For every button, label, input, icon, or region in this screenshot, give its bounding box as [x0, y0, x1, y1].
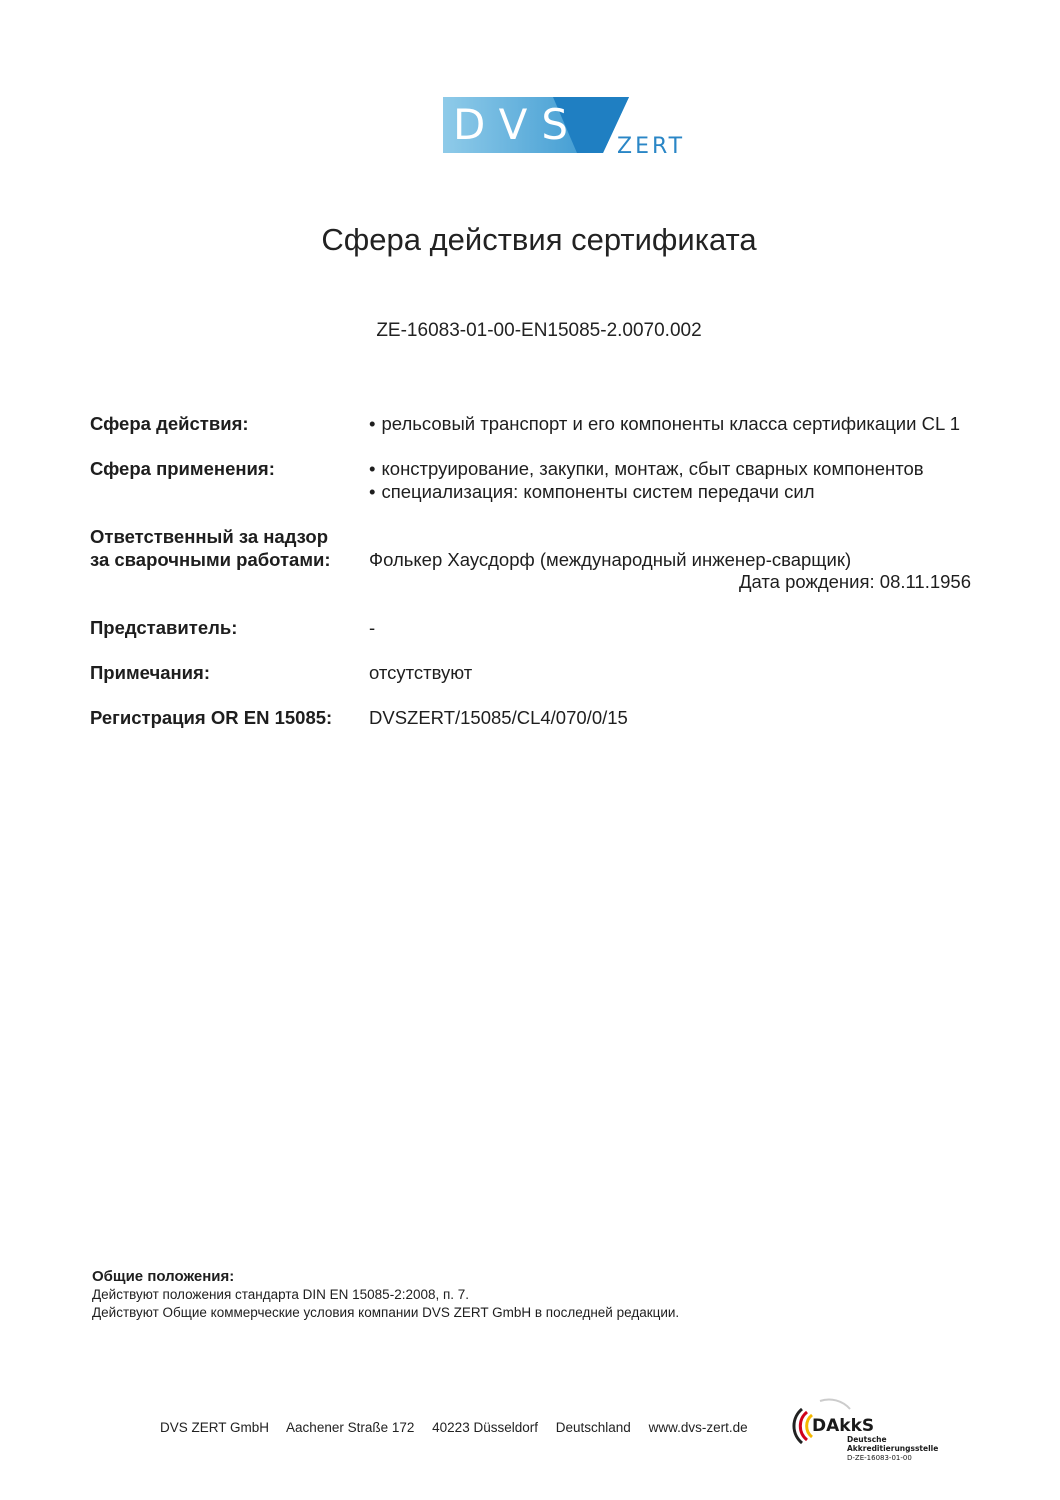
general-provisions [92, 1268, 679, 1322]
scope-item: • рельсовый транспорт и его компоненты класса сертификации CL 1 [369, 412, 960, 435]
certificate-number: ZE-16083-01-00-EN15085-2.0070.002 [376, 320, 702, 341]
application-label: Сфера применения: [90, 458, 275, 479]
supervisor-label-line2: за сварочными работами: [90, 549, 331, 570]
remarks-value: отсутствуют [369, 662, 473, 683]
general-heading: Общие положения: [92, 1268, 235, 1285]
footer-country: Deutschland [555, 1420, 631, 1435]
page-title: Сфера действия сертификата [321, 222, 757, 257]
application-item: • специализация: компоненты систем передачи сил [369, 480, 815, 503]
dakks-code: D-ZE-16083-01-00 [847, 1454, 912, 1462]
footer-address [160, 1420, 762, 1435]
dakks-accreditation-logo [790, 1395, 950, 1470]
general-line: Действуют положения стандарта DIN EN 15085-2:2008, п. 7. [92, 1287, 470, 1302]
footer-street: Aachener Straße 172 [286, 1420, 415, 1435]
logo-text-sub: ZERT [617, 134, 686, 157]
representative-value: - [369, 617, 376, 638]
logo-text-main: DVS [453, 100, 582, 149]
footer-city: 40223 Düsseldorf [432, 1420, 538, 1435]
supervisor-name: Фолькер Хаусдорф (международный инженер-сварщик) [369, 549, 852, 570]
registration-label: Регистрация OR EN 15085: [90, 707, 333, 728]
scope-label: Сфера действия: [90, 413, 249, 434]
application-item: • конструирование, закупки, монтаж, сбыт сварных компонентов [369, 457, 924, 480]
supervisor-label-line1: Ответственный за надзор [90, 526, 329, 547]
dvs-zert-logo [443, 95, 693, 157]
dakks-line1: Deutsche [847, 1435, 887, 1444]
footer-website[interactable]: www.dvs-zert.de [648, 1420, 748, 1435]
supervisor-birth-date: Дата рождения: 08.11.1956 [739, 571, 971, 592]
representative-label: Представитель: [90, 617, 238, 638]
dakks-name: DAkkS [812, 1416, 875, 1436]
remarks-label: Примечания: [90, 662, 211, 683]
dakks-line2: Akkreditierungsstelle [847, 1444, 939, 1453]
footer-company: DVS ZERT GmbH [160, 1420, 270, 1435]
general-line: Действуют Общие коммерческие условия компании DVS ZERT GmbH в последней редакции. [92, 1305, 680, 1320]
registration-value: DVSZERT/15085/CL4/070/0/15 [369, 707, 628, 728]
